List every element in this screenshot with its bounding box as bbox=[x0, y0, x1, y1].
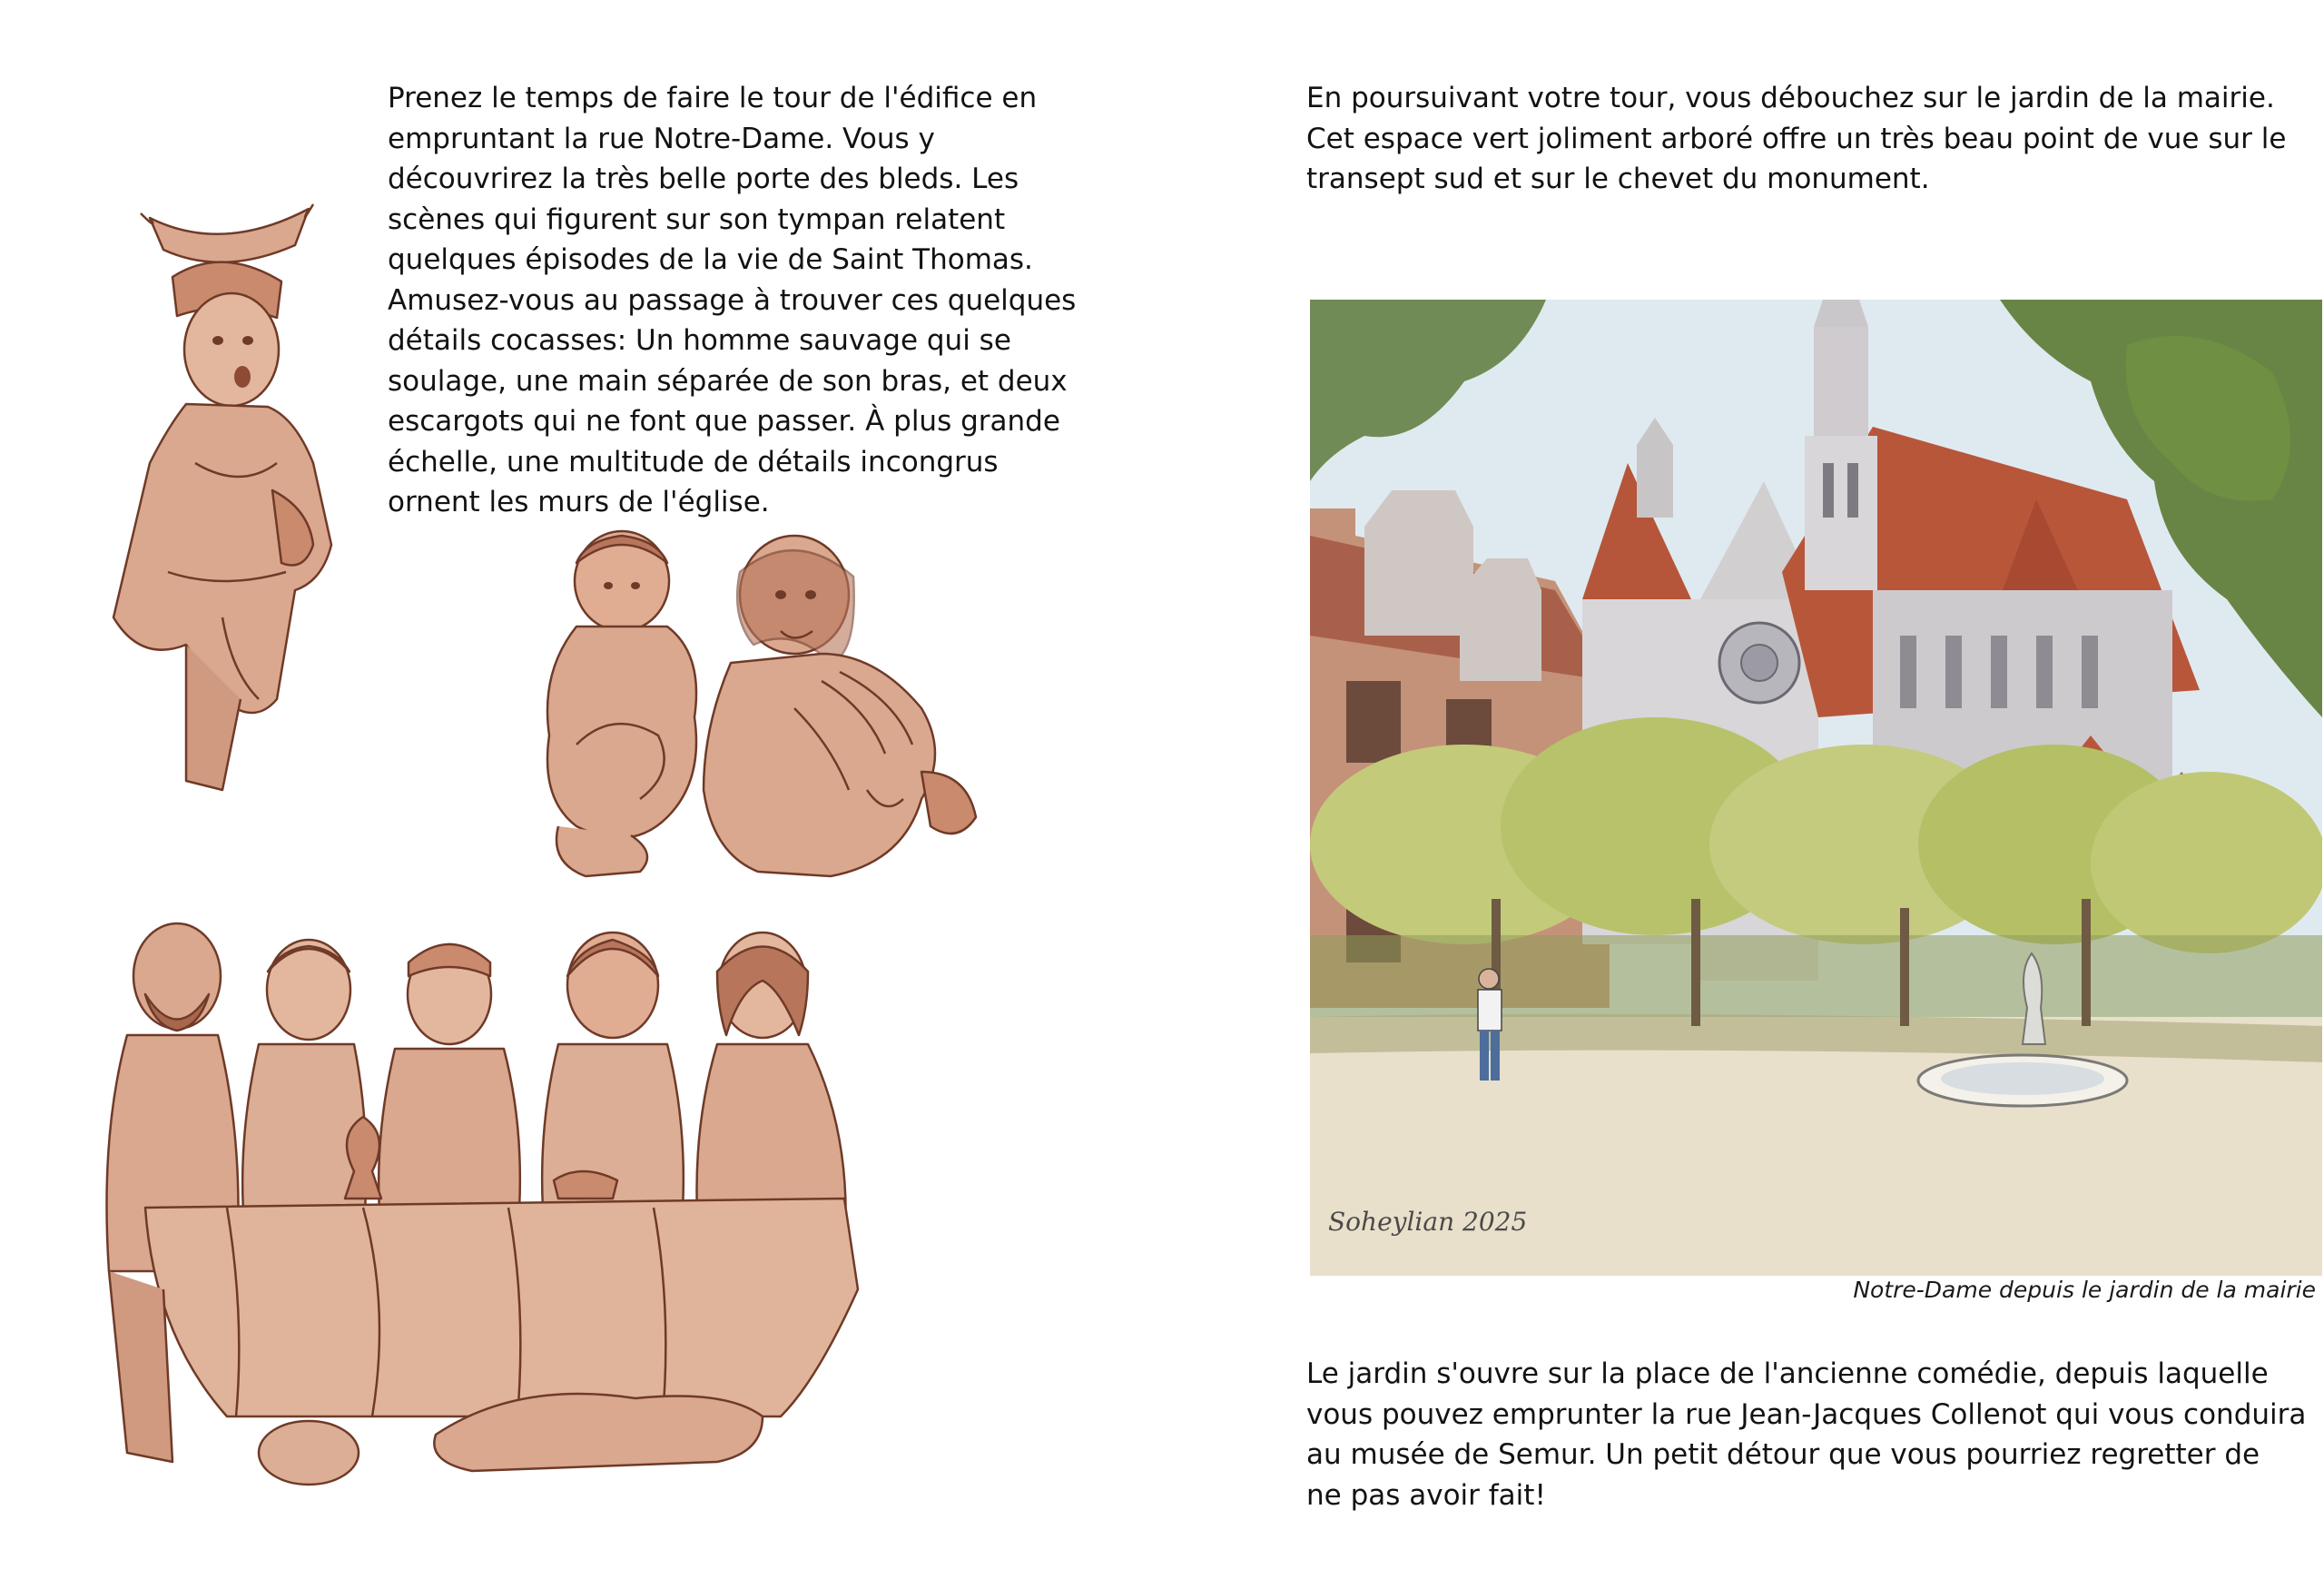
left-paragraph bbox=[388, 78, 1076, 523]
left-paragraph-line: escargots qui ne font que passer. À plus grande bbox=[388, 405, 1060, 438]
left-paragraph-line: Amusez-vous au passage à trouver ces quelques bbox=[388, 283, 1077, 317]
intro-paragraph-line: transept sud et sur le chevet du monument. bbox=[1306, 163, 1930, 195]
closing-paragraph bbox=[1306, 1354, 2306, 1515]
banquet-relief-illustration bbox=[91, 908, 872, 1498]
crouching-figures-illustration bbox=[522, 527, 994, 890]
left-paragraph-line: quelques épisodes de la vie de Saint Thomas. bbox=[388, 243, 1033, 276]
right-page bbox=[1162, 0, 2324, 1569]
closing-paragraph-line: ne pas avoir fait! bbox=[1306, 1478, 1546, 1512]
cathedral-painting bbox=[1310, 209, 2322, 1276]
left-paragraph-line: découvrirez la très belle porte des bleds. Les bbox=[388, 163, 1019, 195]
left-paragraph-line: empruntant la rue Notre-Dame. Vous y bbox=[388, 122, 935, 155]
left-paragraph-line: soulage, une main séparée de son bras, et deux bbox=[388, 364, 1068, 398]
intro-paragraph bbox=[1306, 78, 2286, 200]
painting-caption: Notre-Dame depuis le jardin de la mairie bbox=[1853, 1277, 2316, 1303]
painting-signature: Soheylian 2025 bbox=[1328, 1207, 1528, 1237]
intro-paragraph-line: En poursuivant votre tour, vous débouchez sur le jardin de la mairie. bbox=[1306, 82, 2275, 114]
left-paragraph-line: détails cocasses: Un homme sauvage qui se bbox=[388, 324, 1011, 357]
closing-paragraph-line: Le jardin s'ouvre sur la place de l'ancienne comédie, depuis laquelle bbox=[1306, 1357, 2269, 1390]
left-paragraph-line: ornent les murs de l'église. bbox=[388, 486, 770, 518]
left-paragraph-line: Prenez le temps de faire le tour de l'édifice en bbox=[388, 82, 1038, 114]
left-paragraph-line: échelle, une multitude de détails incongrus bbox=[388, 445, 999, 479]
closing-paragraph-line: au musée de Semur. Un petit détour que vous pourriez regretter de bbox=[1306, 1438, 2260, 1471]
closing-paragraph-line: vous pouvez emprunter la rue Jean-Jacques Collenot qui vous conduira bbox=[1306, 1397, 2307, 1431]
intro-paragraph-line: Cet espace vert joliment arboré offre un très beau point de vue sur le bbox=[1306, 122, 2287, 155]
left-paragraph-line: scènes qui figurent sur son tympan relatent bbox=[388, 202, 1006, 236]
statue-figure-illustration bbox=[86, 191, 359, 790]
